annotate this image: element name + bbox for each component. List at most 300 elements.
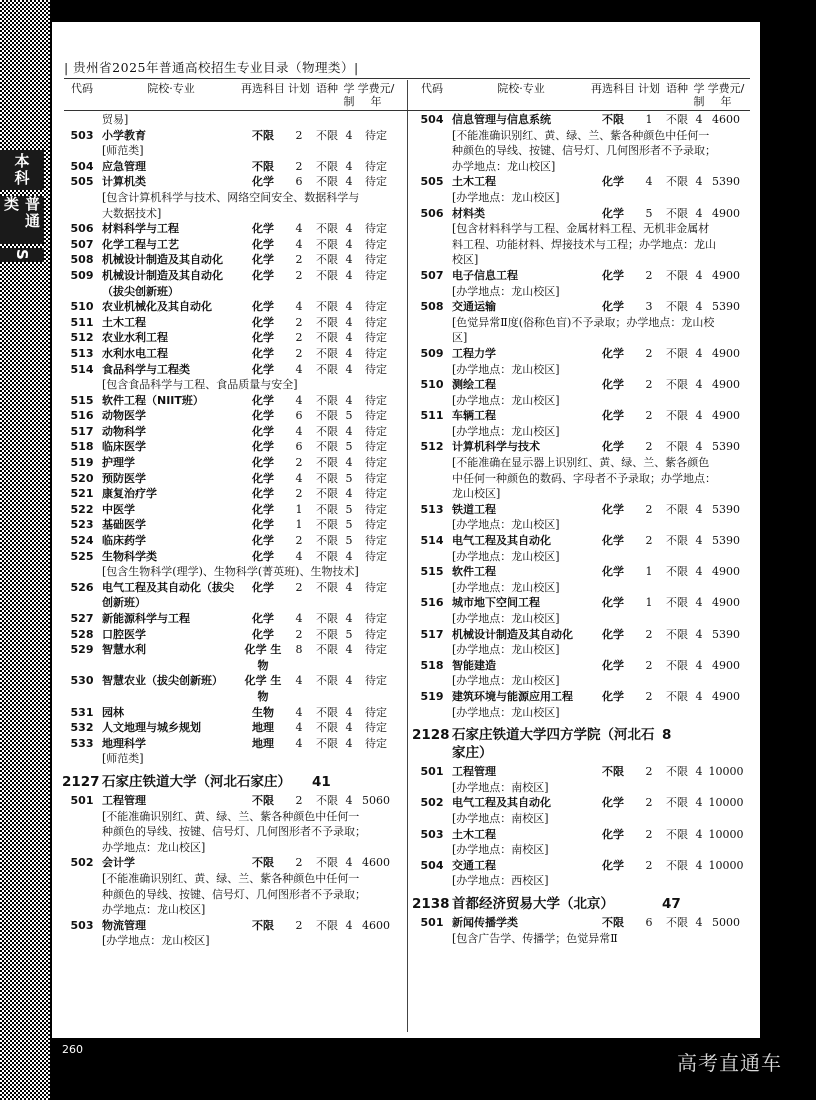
plan-count: 6 [295,409,303,423]
plan-count: 4 [645,175,653,189]
major-name: 软件工程（NIIT班） [102,393,204,407]
major-name: 预防医学 [102,471,146,485]
major-note: [包含材料科学与工程、金属材料工程、无机非金属材料工程、功能材料、焊接技术与工程；办学地点：龙山校区] [452,222,716,267]
tuition-fee: 5390 [712,534,740,548]
plan-count: 2 [645,765,653,779]
major-code: 519 [420,689,444,703]
required-subject: 化学 [252,300,274,314]
header-rule [64,78,750,79]
language: 不限 [316,674,338,688]
tuition-fee: 待定 [365,736,387,750]
major-name: 铁道工程 [452,502,496,516]
study-years: 4 [345,856,353,870]
major-note: [办学地点：龙山校区] [452,393,560,407]
major-row [412,858,757,874]
major-code: 511 [420,409,444,423]
major-code: 508 [70,253,94,267]
study-years: 4 [345,721,353,735]
required-subject: 地理 [252,736,274,750]
tuition-fee: 4900 [712,409,740,423]
study-years: 4 [695,409,703,423]
major-code: 520 [70,471,94,485]
major-note: [不能准确识别红、黄、绿、兰、紫各种颜色中任何一种颜色的导线、按键、信号灯、几何图形者不予录取；办学地点：龙山校区] [452,128,716,173]
side-tab-benke: 本科 [0,150,44,190]
major-row [412,915,757,931]
major-code: 501 [420,765,444,779]
study-years: 4 [345,612,353,625]
major-code: 501 [420,915,444,929]
required-subject: 化学 [252,456,274,470]
required-subject: 不限 [602,765,624,779]
major-note: [办学地点：南校区] [452,843,549,857]
required-subject: 化学 [602,565,624,579]
tuition-fee: 4900 [712,206,740,220]
required-subject: 化学 [252,268,274,282]
tuition-fee: 待定 [365,487,387,501]
plan-count: 1 [645,113,653,126]
major-code: 503 [420,827,444,841]
major-code: 514 [420,534,444,548]
major-row [62,471,407,487]
required-subject: 化学 [252,487,274,501]
tuition-fee: 4600 [712,113,740,126]
required-subject: 不限 [252,918,274,932]
language: 不限 [316,393,338,407]
major-note: [办学地点：龙山校区] [452,705,560,719]
study-years: 5 [345,627,353,641]
school-heading [412,895,757,913]
major-code: 511 [70,315,94,329]
major-code: 504 [70,159,94,173]
plan-count: 8 [295,643,303,657]
study-years: 4 [345,487,353,501]
required-subject: 化学 [252,549,274,563]
tuition-fee: 待定 [365,128,387,142]
major-name: 小学教育 [102,128,146,142]
language: 不限 [316,518,338,532]
major-row [62,611,407,627]
plan-count: 2 [295,346,303,360]
major-row [62,736,407,752]
required-subject: 化学 [252,331,274,345]
language: 不限 [666,765,688,779]
major-note: [包含计算机科学与技术、网络空间安全、数据科学与大数据技术] [102,190,360,220]
study-years: 4 [695,565,703,579]
header-school-major: 院校·专业 [147,82,195,95]
major-code: 532 [70,721,94,735]
required-subject: 化学 [252,175,274,189]
major-code: 530 [70,674,94,688]
major-row [62,393,407,409]
language: 不限 [316,315,338,329]
language: 不限 [316,580,338,594]
major-row [62,793,407,809]
plan-count: 2 [645,534,653,548]
major-row [62,642,407,673]
major-note: [包含生物科学(理学)、生物科学(菁英班)、生物技术] [102,565,359,579]
required-subject: 化学 [252,440,274,454]
language: 不限 [316,253,338,267]
tuition-fee: 5390 [712,440,740,454]
major-name: 食品科学与工程类 [102,362,190,376]
required-subject: 化学 [252,502,274,516]
plan-count: 2 [645,268,653,282]
study-years: 4 [695,113,703,126]
major-row [62,174,407,190]
major-name: 工程力学 [452,346,496,360]
major-name: 材料类 [452,206,485,220]
major-note: [师范类] [102,144,144,158]
language: 不限 [666,596,688,610]
major-row [412,299,757,315]
study-years: 5 [345,534,353,548]
header-subject: 再选科目 [241,82,285,95]
major-code: 515 [420,565,444,579]
major-note: [办学地点：龙山校区] [102,934,210,948]
language: 不限 [316,331,338,345]
language: 不限 [316,440,338,454]
study-years: 4 [345,549,353,563]
major-name: 智慧水利 [102,643,146,657]
major-name: 软件工程 [452,565,496,579]
major-code: 507 [420,268,444,282]
required-subject: 化学 生物 [244,674,282,703]
study-years: 5 [345,409,353,423]
language: 不限 [316,424,338,438]
header-plan: 计划 [638,82,660,95]
major-note: [办学地点：龙山校区] [452,518,560,532]
language: 不限 [316,362,338,376]
major-name: 信息管理与信息系统 [452,113,551,126]
language: 不限 [316,721,338,735]
tuition-fee: 4900 [712,268,740,282]
school-heading [412,726,757,762]
plan-count: 2 [295,268,303,282]
plan-count: 4 [295,612,303,625]
language: 不限 [316,793,338,807]
major-note: [办学地点：龙山校区] [452,643,560,657]
language: 不限 [316,175,338,189]
major-name: 电气工程及其自动化 [452,534,551,548]
major-row [62,705,407,721]
tuition-fee: 待定 [365,721,387,735]
major-row [412,206,757,222]
language: 不限 [316,612,338,625]
major-code: 521 [70,487,94,501]
language: 不限 [666,534,688,548]
language: 不限 [316,409,338,423]
language: 不限 [316,237,338,251]
plan-count: 2 [295,793,303,807]
major-name: 交通运输 [452,300,496,314]
study-years: 4 [695,796,703,810]
major-name: 土木工程 [452,827,496,841]
study-years: 4 [345,222,353,236]
major-code: 518 [70,440,94,454]
plan-count: 2 [295,331,303,345]
language: 不限 [666,378,688,392]
major-code: 514 [70,362,94,376]
tuition-fee: 10000 [708,858,744,872]
header-language: 语种 [316,82,338,95]
table-header-left [62,82,407,112]
plan-count: 2 [645,502,653,516]
major-row [412,268,757,284]
study-years: 4 [695,346,703,360]
required-subject: 化学 [252,580,274,594]
major-code: 506 [70,222,94,236]
study-years: 5 [345,502,353,516]
plan-count: 6 [645,915,653,929]
tuition-fee: 5390 [712,175,740,189]
plan-count: 1 [295,518,303,532]
school-plan: 47 [662,895,681,912]
major-note: [办学地点：龙山校区] [452,190,560,204]
plan-count: 2 [645,796,653,810]
required-subject: 化学 [602,409,624,423]
tuition-fee: 5000 [712,915,740,929]
major-row [412,564,757,580]
major-note: [办学地点：西校区] [452,874,549,888]
tuition-fee: 待定 [365,237,387,251]
major-name: 物流管理 [102,918,146,932]
major-name: 机械设计制造及其自动化 [102,253,223,267]
plan-count: 2 [645,409,653,423]
major-note: [办学地点：龙山校区] [452,284,560,298]
language: 不限 [666,440,688,454]
major-row [62,237,407,253]
tuition-fee: 4900 [712,658,740,672]
required-subject: 化学 [252,518,274,532]
plan-count: 2 [295,534,303,548]
study-years: 4 [695,502,703,516]
study-years: 4 [695,534,703,548]
required-subject: 化学 [602,627,624,641]
study-years: 4 [695,378,703,392]
major-name: 电气工程及其自动化 [452,796,551,810]
major-name: 生物科学类 [102,549,157,563]
tuition-fee: 4900 [712,346,740,360]
tuition-fee: 待定 [365,268,387,282]
major-name: 材料科学与工程 [102,222,179,236]
study-years: 4 [345,424,353,438]
major-row [62,533,407,549]
plan-count: 2 [295,627,303,641]
left-entries [62,112,407,949]
plan-count: 4 [295,471,303,485]
major-row [412,627,757,643]
tuition-fee: 4600 [362,918,390,932]
tuition-fee: 10000 [708,765,744,779]
language: 不限 [316,159,338,173]
plan-count: 4 [295,237,303,251]
major-code: 504 [420,858,444,872]
study-years: 4 [345,300,353,314]
school-code: 2128 [412,727,450,744]
required-subject: 化学 [602,658,624,672]
tuition-fee: 4900 [712,596,740,610]
required-subject: 化学 [252,612,274,625]
major-name: 机械设计制造及其自动化（拔尖创新班） [102,268,223,298]
required-subject: 化学 [252,362,274,376]
school-name: 石家庄铁道大学四方学院（河北石家庄） [452,727,655,762]
tuition-fee: 待定 [365,502,387,516]
right-column [412,82,757,946]
major-row [62,221,407,237]
major-name: 动物科学 [102,424,146,438]
major-name: 护理学 [102,456,135,470]
plan-count: 4 [295,721,303,735]
tuition-fee: 待定 [365,424,387,438]
language: 不限 [666,796,688,810]
major-note: [办学地点：龙山校区] [452,549,560,563]
major-note: [办学地点：南校区] [452,780,549,794]
tuition-fee: 待定 [365,315,387,329]
header-plan: 计划 [288,82,310,95]
major-code: 517 [70,424,94,438]
major-row [62,159,407,175]
major-row [412,346,757,362]
header-language: 语种 [666,82,688,95]
major-code: 526 [70,580,94,594]
required-subject: 化学 [602,206,624,220]
major-code: 509 [420,346,444,360]
study-years: 5 [345,518,353,532]
major-note: [办学地点：南校区] [452,811,549,825]
plan-count: 2 [295,487,303,501]
major-row [412,112,757,128]
study-years: 5 [345,471,353,485]
major-name: 新闻传播学类 [452,915,518,929]
major-code: 512 [70,331,94,345]
header-fee: 学费元/年 [707,82,745,108]
major-code: 505 [70,175,94,189]
major-name: 工程管理 [452,765,496,779]
tuition-fee: 待定 [365,253,387,267]
language: 不限 [316,856,338,870]
language: 不限 [666,268,688,282]
major-name: 城市地下空间工程 [452,596,540,610]
tuition-fee: 10000 [708,796,744,810]
major-note: [办学地点：龙山校区] [452,612,560,625]
major-name: 车辆工程 [452,409,496,423]
required-subject: 化学 [252,346,274,360]
required-subject: 化学 [252,237,274,251]
required-subject: 化学 [602,378,624,392]
major-row [62,627,407,643]
required-subject: 化学 [602,796,624,810]
tuition-fee: 5060 [362,793,390,807]
major-code: 527 [70,612,94,625]
study-years: 4 [345,918,353,932]
major-row [62,855,407,871]
major-name: 计算机科学与技术 [452,440,540,454]
plan-count: 4 [295,300,303,314]
header-school-major: 院校·专业 [497,82,545,95]
plan-count: 2 [295,159,303,173]
major-code: 513 [420,502,444,516]
language: 不限 [666,502,688,516]
tuition-fee: 待定 [365,331,387,345]
major-row [62,299,407,315]
language: 不限 [666,627,688,641]
major-name: 动物医学 [102,409,146,423]
major-name: 智慧农业（拔尖创新班） [102,674,223,688]
language: 不限 [316,471,338,485]
plan-count: 2 [295,856,303,870]
required-subject: 化学 [252,409,274,423]
plan-count: 4 [295,393,303,407]
column-divider [407,80,408,1032]
major-name: 化学工程与工艺 [102,237,179,251]
language: 不限 [316,268,338,282]
major-row [62,346,407,362]
major-note: [包含食品科学与工程、食品质量与安全] [102,378,298,392]
study-years: 4 [345,674,353,688]
major-row [62,486,407,502]
tuition-fee: 待定 [365,440,387,454]
study-years: 4 [345,362,353,376]
study-years: 4 [695,915,703,929]
major-row [62,362,407,378]
required-subject: 化学 [252,471,274,485]
language: 不限 [666,175,688,189]
study-years: 4 [345,159,353,173]
brand-watermark: 高考直通车 [677,1051,782,1075]
tuition-fee: 待定 [365,222,387,236]
plan-count: 2 [295,456,303,470]
plan-count: 4 [295,674,303,688]
plan-count: 2 [295,918,303,932]
plan-count: 2 [295,253,303,267]
language: 不限 [666,827,688,841]
plan-count: 2 [645,440,653,454]
language: 不限 [316,627,338,641]
tuition-fee: 待定 [365,471,387,485]
plan-count: 1 [645,565,653,579]
major-row [412,377,757,393]
study-years: 4 [345,643,353,657]
school-name: 首都经济贸易大学（北京） [452,895,614,912]
major-note: [办学地点：龙山校区] [452,424,560,438]
major-code: 529 [70,643,94,657]
study-years: 4 [695,175,703,189]
required-subject: 化学 [252,424,274,438]
header-fee: 学费元/年 [357,82,395,108]
plan-count: 2 [295,128,303,142]
major-name: 土木工程 [102,315,146,329]
major-note: 贸易] [102,113,129,126]
major-name: 会计学 [102,856,135,870]
side-tab-s: S [0,248,44,262]
required-subject: 不限 [252,793,274,807]
major-name: 中医学 [102,502,135,516]
required-subject: 化学 [602,440,624,454]
school-plan: 8 [662,727,672,744]
language: 不限 [316,705,338,719]
tuition-fee: 待定 [365,175,387,189]
major-row [62,439,407,455]
header-bottom-rule [64,110,750,111]
school-plan: 41 [312,773,331,790]
study-years: 4 [345,237,353,251]
header-code: 代码 [71,82,93,95]
language: 不限 [316,222,338,236]
study-years: 4 [345,175,353,189]
study-years: 4 [345,580,353,594]
major-code: 517 [420,627,444,641]
tuition-fee: 待定 [365,580,387,594]
